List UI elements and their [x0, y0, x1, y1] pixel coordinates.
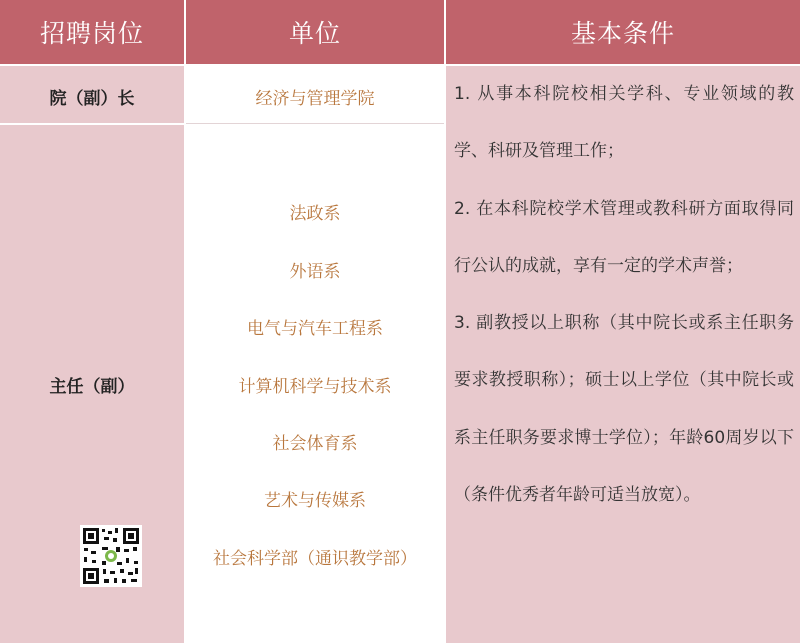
position-label-dean: 院（副）长 [49, 89, 135, 109]
condition-2: 2. 在本科院校学术管理或教科研方面取得同行公认的成就，享有一定的学术声誉； [454, 198, 794, 276]
unit-item: 电气与汽车工程系 [247, 319, 383, 339]
unit-item: 社会体育系 [272, 434, 358, 454]
unit-item: 艺术与传媒系 [264, 491, 366, 511]
qr-code-icon [80, 525, 142, 587]
unit-item: 计算机科学与技术系 [238, 377, 392, 397]
unit-item: 法政系 [289, 204, 341, 224]
condition-3: 3. 副教授以上职称（其中院长或系主任职务要求教授职称）；硕士以上学位（其中院长或系主任职务要求博士学位）；年龄60周岁以下（条件优秀者年龄可适当放宽）。 [454, 313, 794, 506]
unit-item: 经济与管理学院 [255, 89, 375, 109]
table-header [0, 0, 800, 64]
position-label-director: 主任（副） [49, 377, 135, 397]
header-conditions: 基本条件 [446, 0, 800, 64]
condition-1: 1. 从事本科院校相关学科、专业领域的教学、科研及管理工作； [454, 84, 794, 162]
header-unit: 单位 [186, 0, 444, 64]
unit-item: 外语系 [289, 262, 341, 282]
unit-item: 社会科学部（通识教学部） [213, 549, 417, 569]
header-position: 招聘岗位 [0, 0, 184, 64]
unit-divider [186, 123, 444, 124]
conditions-text [454, 66, 794, 524]
